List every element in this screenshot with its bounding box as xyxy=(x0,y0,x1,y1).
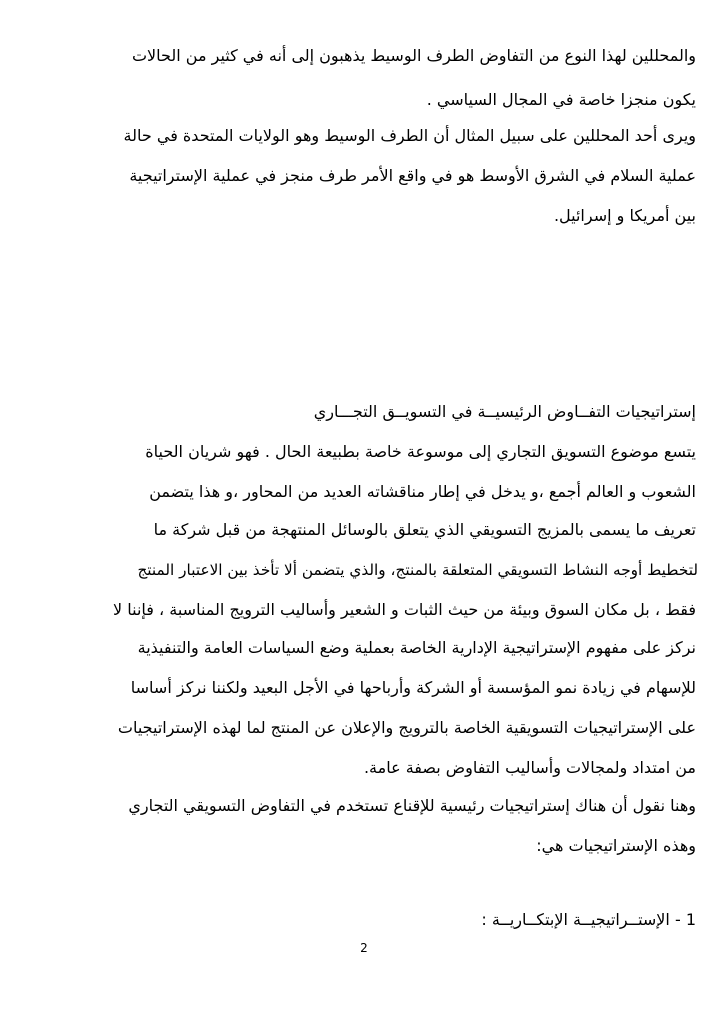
text-line: من امتداد ولمجالات وأساليب التفاوض بصفة عامة. xyxy=(363,758,696,777)
text-line: بين أمريكا و إسرائيل. xyxy=(553,206,696,225)
text-line: لتخطيط أوجه النشاط التسويقي المتعلقة بالمنتج، والذي يتضمن ألا تأخذ بين الاعتبار المنتج xyxy=(137,561,698,579)
subheading: 1 - الإستــراتيجيــة الإبتكــاريــة : xyxy=(481,910,696,929)
text-line: يتسع موضوع التسويق التجاري إلى موسوعة خاصة بطبيعة الحال . فهو شريان الحياة xyxy=(145,442,696,461)
text-line: الشعوب و العالم أجمع ،و يدخل في إطار مناقشاته العديد من المحاور ،و هذا يتضمن xyxy=(149,482,696,501)
text-line: نركز على مفهوم الإستراتيجية الإدارية الخاصة بعملية وضع السياسات العامة والتنفيذية xyxy=(137,638,696,657)
page-number: 2 xyxy=(360,941,368,955)
text-line: يكون منجزا خاصة في المجال السياسي . xyxy=(426,90,696,109)
text-line: وهذه الإستراتيجيات هي: xyxy=(536,836,696,855)
text-line: على الإستراتيجيات التسويقية الخاصة بالترويج والإعلان عن المنتج لما لهذه الإستراتيجيات xyxy=(117,718,696,737)
text-line: عملية السلام في الشرق الأوسط هو في واقع الأمر طرف منجز في عملية الإستراتيجية xyxy=(129,166,696,185)
text-line: فقط ، بل مكان السوق وبيئة من حيث الثبات و الشعير وأساليب الترويج المناسبة ، فإننا لا xyxy=(113,600,696,619)
text-line: والمحللين لهذا النوع من التفاوض الطرف الوسيط يذهبون إلى أنه في كثير من الحالات xyxy=(131,46,696,65)
text-line: وهنا نقول أن هناك إستراتيجيات رئيسية للإقناع تستخدم في التفاوض التسويقي التجاري xyxy=(128,796,696,815)
text-line: تعريف ما يسمى بالمزيج التسويقي الذي يتعلق بالوسائل المنتهجة من قبل شركة ما xyxy=(153,520,696,539)
section-heading: إستراتيجيات التفــاوض الرئيسيــة في التسويــق التجـــاري xyxy=(313,402,696,421)
text-line: ويرى أحد المحللين على سبيل المثال أن الطرف الوسيط وهو الولايات المتحدة في حالة xyxy=(123,126,696,145)
text-line: للإسهام في زيادة نمو المؤسسة أو الشركة وأرباحها في الأجل البعيد ولكننا نركز أساسا xyxy=(130,678,696,697)
